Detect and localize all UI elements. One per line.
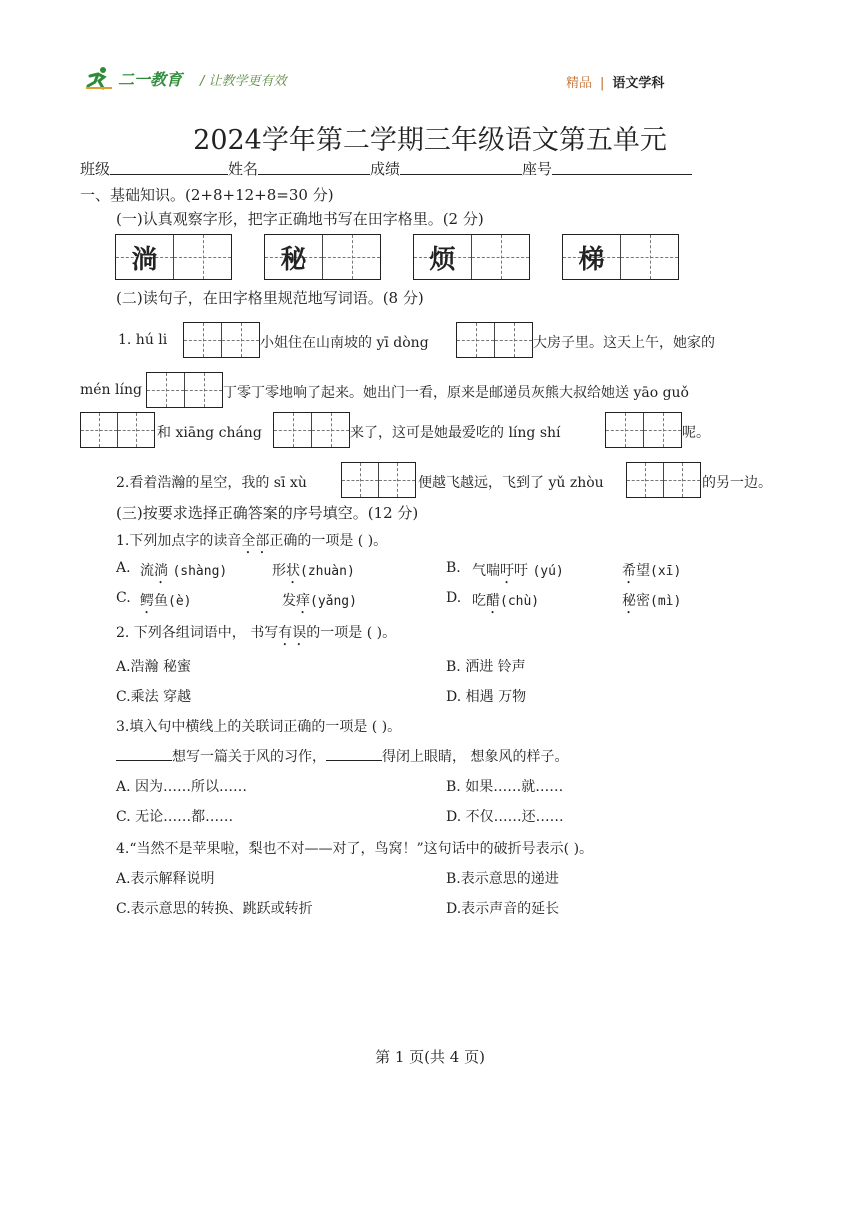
char-cell (265, 235, 323, 279)
page-title: 2024学年第二学期三年级语文第五单元 (193, 125, 667, 156)
question-1-stem: 1.下列加点字的读音全部正确的一项是 ( )。 (116, 533, 388, 549)
seat-blank[interactable] (552, 158, 692, 175)
part1-heading: (一)认真观察字形，把字正确地书写在田字格里。(2 分) (116, 210, 484, 228)
subject-label: 语文学科 (612, 76, 665, 91)
option-D-word1: 吃醋(chù) (472, 593, 540, 609)
q3-option-A[interactable]: A. 因为……所以…… (116, 779, 248, 795)
char-cell (414, 235, 472, 279)
score-blank[interactable] (400, 158, 522, 175)
q2-option-C[interactable]: C.乘法 穿越 (116, 689, 192, 705)
sentence-text: 小姐住在山南坡的 yī dòng (260, 335, 429, 351)
word-grid-yaoguo[interactable] (80, 412, 155, 448)
sentence-text: 来了，这可是她最爱吃的 líng shí (350, 425, 561, 441)
option-D-word2: 秘密(mì) (622, 593, 682, 609)
word-grid-menling[interactable] (146, 372, 223, 408)
section-heading: 一、基础知识。(2+8+12+8=30 分) (80, 186, 334, 204)
q4-option-B[interactable]: B.表示意思的递进 (446, 871, 559, 887)
option-A-label[interactable]: A. (116, 560, 131, 576)
name-blank[interactable] (258, 158, 370, 175)
example-char: 梯 (578, 245, 605, 275)
sentence-text: 大房子里。这天上午，她家的 (533, 335, 715, 351)
q4-option-D[interactable]: D.表示声音的延长 (446, 901, 560, 917)
option-B-word1: 气喘吁吁 (yú) (472, 563, 564, 579)
runner-logo-icon (84, 66, 114, 90)
option-B-word2: 希望(xī) (622, 563, 682, 579)
sentence-text: 和 xiāng cháng (157, 425, 262, 441)
sentence-text: 2.看着浩瀚的星空，我的 sī xù (116, 475, 307, 491)
q2-option-D[interactable]: D. 相遇 万物 (446, 689, 527, 705)
example-char: 秘 (280, 245, 307, 275)
char-grid-1 (115, 234, 232, 280)
score-label: 成绩 (370, 160, 401, 178)
name-label: 姓名 (228, 160, 259, 178)
brand-logo (84, 66, 182, 90)
char-grid-4 (562, 234, 679, 280)
option-D-label[interactable]: D. (446, 590, 462, 606)
q3-option-B[interactable]: B. 如果……就…… (446, 779, 564, 795)
pinyin-hu-li: 1. hú li (118, 332, 168, 348)
q2-option-A[interactable]: A.浩瀚 秘蜜 (116, 659, 192, 675)
pinyin-men-ling: mén líng (80, 382, 142, 398)
sentence-text: 丁零丁零地响了起来。她出门一看，原来是邮递员灰熊大叔给她送 yāo guǒ (223, 385, 689, 401)
word-grid-xiangchang[interactable] (273, 412, 350, 448)
write-cell[interactable] (621, 235, 678, 279)
q3-blank-2[interactable] (326, 746, 382, 761)
char-grid-2 (264, 234, 381, 280)
char-grid-3 (413, 234, 530, 280)
header-right: 精品 | 语文学科 (566, 76, 665, 91)
page-footer: 第 1 页(共 4 页) (375, 1048, 485, 1066)
sentence-text: 便越飞越远，飞到了 yǔ zhòu (418, 475, 604, 491)
q3-option-C[interactable]: C. 无论……都…… (116, 809, 234, 825)
question-4-stem: 4.“当然不是苹果啦，梨也不对——对了，鸟窝！”这句话中的破折号表示( )。 (116, 841, 594, 857)
q2-option-B[interactable]: B. 洒进 铃声 (446, 659, 526, 675)
option-B-label[interactable]: B. (446, 560, 461, 576)
quality-label: 精品 (566, 76, 593, 91)
logo-text: 二一教育 (118, 69, 183, 89)
example-char: 淌 (131, 245, 158, 275)
q4-option-A[interactable]: A.表示解释说明 (116, 871, 215, 887)
q3-sentence: 想写一篇关于风的习作， 得闭上眼睛， 想象风的样子。 (116, 746, 568, 766)
question-2-stem: 2. 下列各组词语中， 书写有误的一项是 ( )。 (116, 625, 397, 641)
option-A-word2: 形状(zhuàn) (272, 563, 355, 579)
write-cell[interactable] (323, 235, 380, 279)
word-grid-lingshi[interactable] (605, 412, 682, 448)
q3-option-D[interactable]: D. 不仅……还…… (446, 809, 564, 825)
q3-blank-1[interactable] (116, 746, 172, 761)
class-blank[interactable] (110, 158, 228, 175)
option-C-word1: 鳄鱼(è) (140, 593, 192, 609)
q4-option-C[interactable]: C.表示意思的转换、跳跃或转折 (116, 901, 313, 917)
word-grid-yuzhou[interactable] (626, 462, 701, 498)
part3-heading: (三)按要求选择正确答案的序号填空。(12 分) (116, 504, 419, 522)
word-grid-sixu[interactable] (341, 462, 416, 498)
slogan: / 让教学更有效 (200, 74, 287, 89)
write-cell[interactable] (174, 235, 231, 279)
class-label: 班级 (80, 160, 111, 178)
student-info-fields (80, 158, 692, 179)
write-cell[interactable] (472, 235, 529, 279)
part2-heading: (二)读句子，在田字格里规范地写词语。(8 分) (116, 289, 424, 307)
word-grid-yidong[interactable] (456, 322, 533, 358)
option-A-word1: 流淌 (shàng) (140, 563, 228, 579)
seat-label: 座号 (522, 160, 553, 178)
example-char: 烦 (429, 245, 456, 275)
option-C-word2: 发痒(yǎng) (282, 593, 357, 609)
word-grid-huli[interactable] (183, 322, 260, 358)
sentence-text: 的另一边。 (702, 475, 772, 491)
sentence-text: 呢。 (682, 425, 710, 441)
option-C-label[interactable]: C. (116, 590, 131, 606)
question-3-stem: 3.填入句中横线上的关联词正确的一项是 ( )。 (116, 719, 402, 735)
char-cell (116, 235, 174, 279)
char-cell (563, 235, 621, 279)
